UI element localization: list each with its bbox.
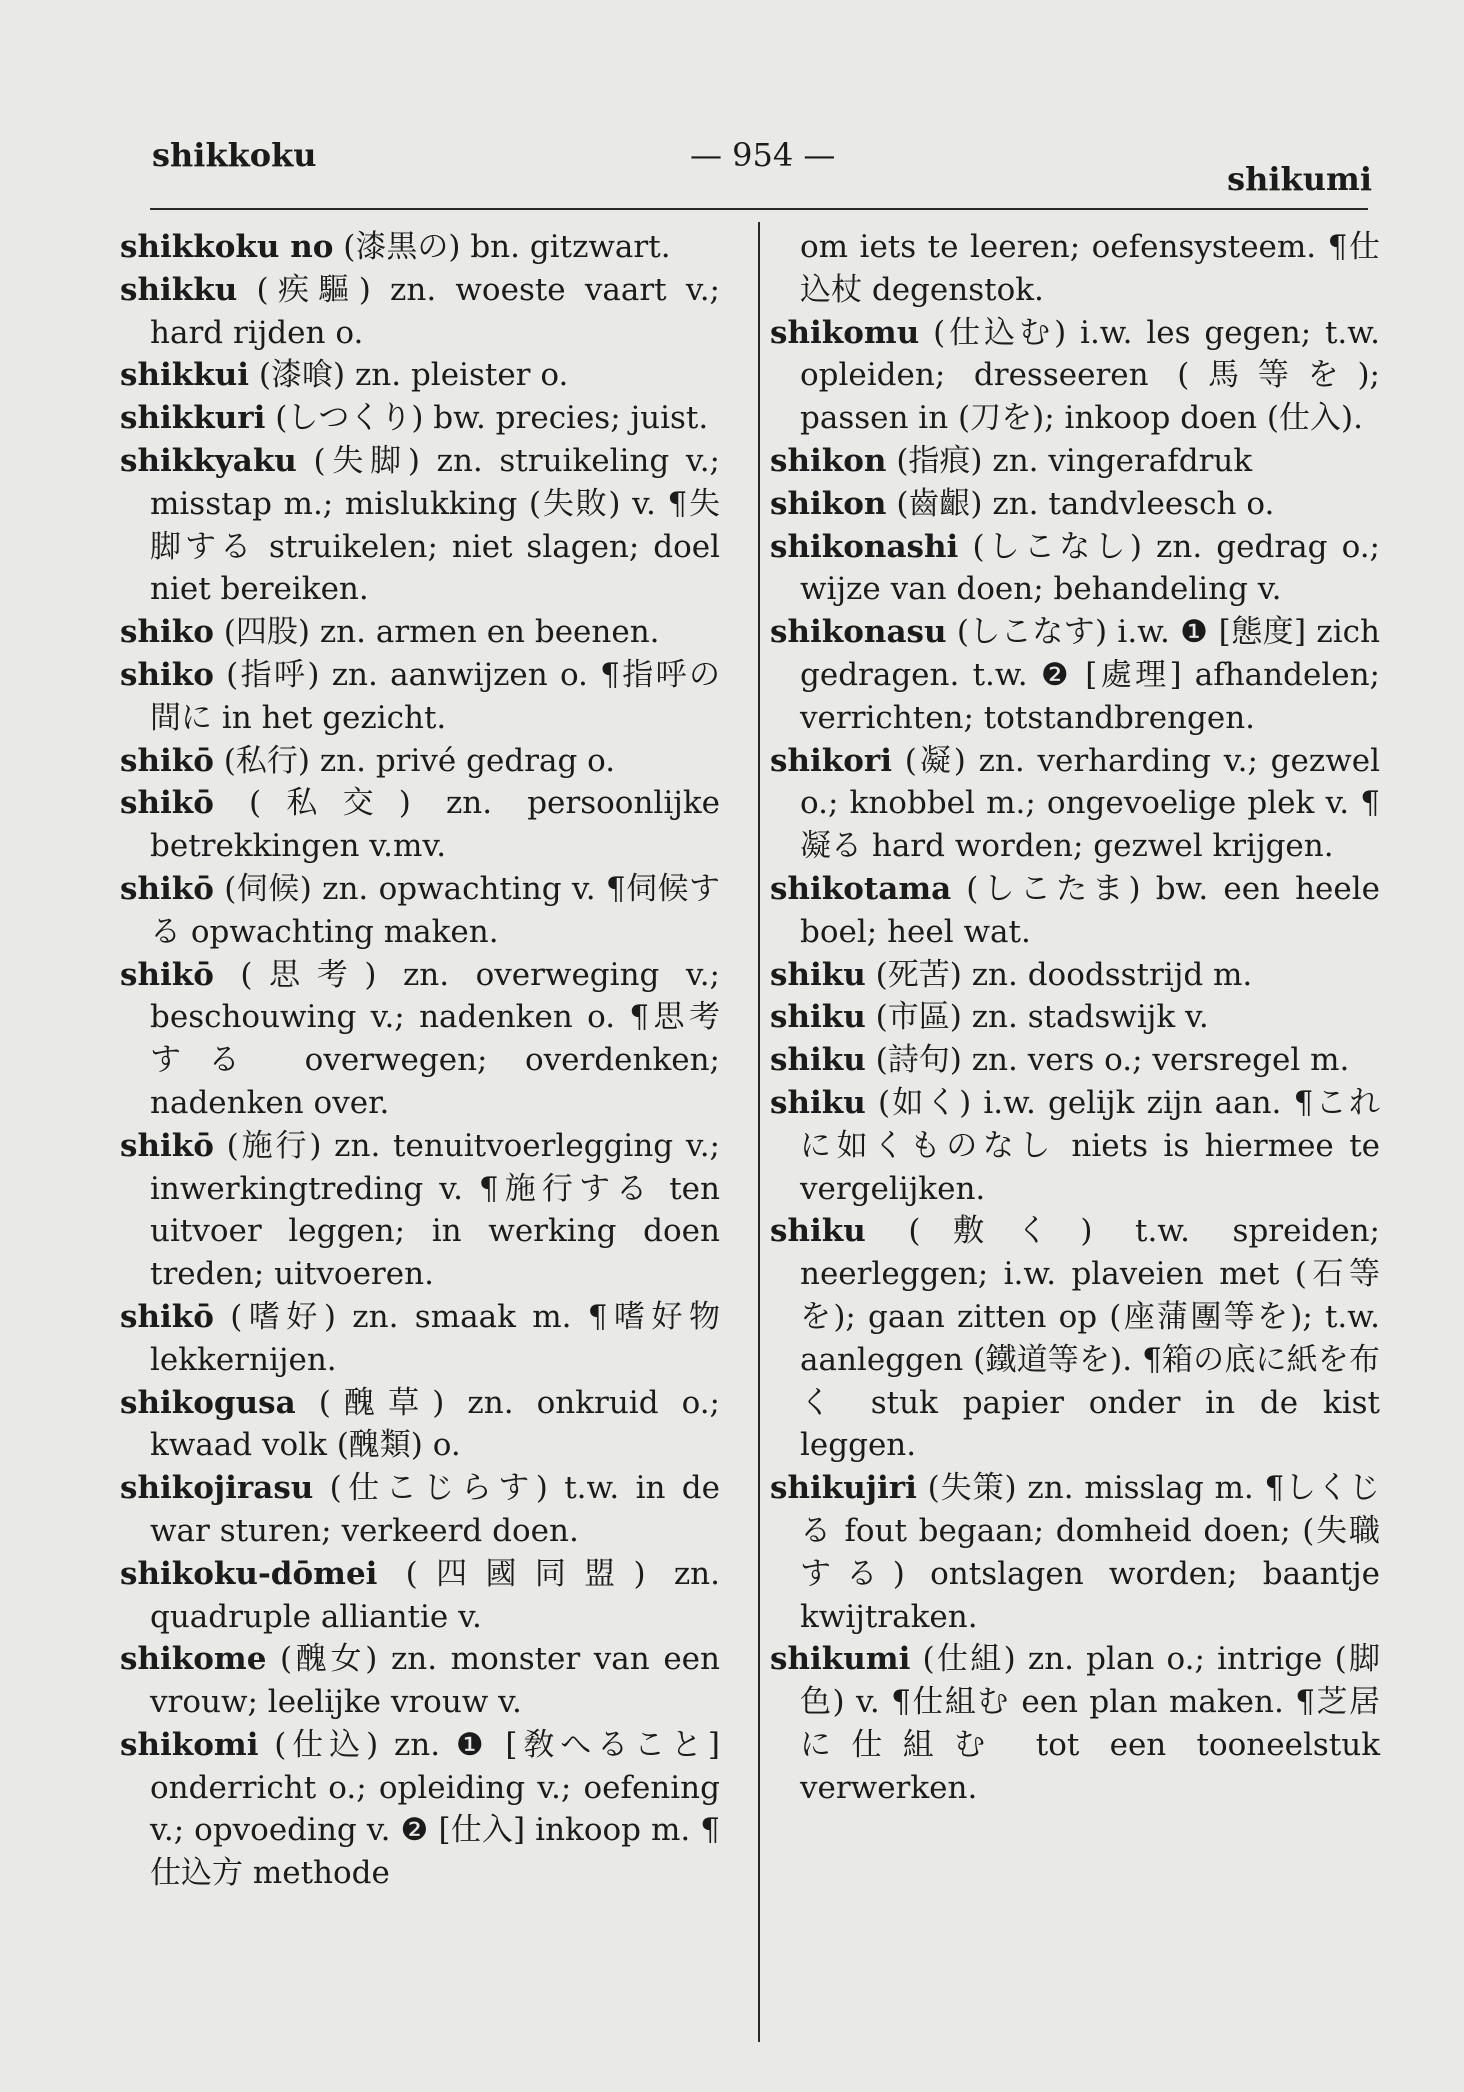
headword: shiku (770, 1213, 866, 1250)
headword: shikkyaku (120, 442, 297, 479)
definition: (齒齦) zn. tandvleesch o. (886, 485, 1275, 522)
dictionary-entry (120, 1296, 720, 1382)
headword: shikogusa (120, 1384, 296, 1421)
dictionary-entry (120, 740, 720, 783)
dictionary-entry (120, 226, 720, 269)
definition: (仕込) zn. ❶ [敎へること] onderricht o.; opleiding v.; oefening v.; opvoeding v. ❷ [仕入] inkoop m. ¶仕込方 methode (150, 1726, 720, 1892)
headword: shikonasu (770, 614, 947, 651)
headword: shikon (770, 485, 887, 522)
headword: shikku (120, 271, 238, 308)
definition: (醜女) zn. monster van een vrouw; leelijke vrouw v. (150, 1641, 720, 1721)
definition: (嗜好) zn. smaak m. ¶嗜好物 lekkernijen. (150, 1298, 720, 1378)
dictionary-entry (770, 1467, 1380, 1638)
definition: (死苦) zn. doodsstrijd m. (865, 956, 1253, 993)
headword: shikō (120, 870, 214, 907)
dictionary-entry (120, 1553, 720, 1639)
definition: (仕込む) i.w. les gegen; t.w. opleiden; dresseeren (馬等を); passen in (刀を); inkoop doen (仕入). (800, 314, 1380, 437)
dictionary-entry (770, 611, 1380, 739)
dictionary-entry (120, 269, 720, 355)
definition: (漆黒の) bn. gitzwart. (333, 229, 671, 265)
dictionary-entry (770, 1638, 1380, 1809)
definition: (指呼) zn. aanwijzen o. ¶指呼の間に in het gezicht. (150, 656, 720, 736)
definition: (凝) zn. verharding v.; gezwel o.; knobbel m.; ongevoelige plek v. ¶凝る hard worden; gezwel krijgen. (800, 742, 1380, 865)
definition: (しこたま) bw. een heele boel; heel wat. (800, 870, 1380, 950)
headword: shikonashi (770, 528, 959, 565)
headword: shikori (770, 742, 893, 779)
definition: (しこなす) i.w. ❶ [態度] zich gedragen. t.w. ❷ [處理] afhandelen; verrichten; totstandbrengen. (800, 614, 1380, 736)
right-column (770, 226, 1380, 1809)
headword: shikoku-dōmei (120, 1555, 378, 1592)
definition: (漆喰) zn. pleister o. (249, 357, 569, 394)
dictionary-entry (120, 1125, 720, 1296)
definition: (市區) zn. stadswijk v. (865, 999, 1209, 1036)
page-number: — 954 — (690, 136, 836, 174)
definition: (施行) zn. tenuitvoerlegging v.; inwerkingtreding v. ¶施行する ten uitvoer leggen; in werking doen treden; uitvoeren. (150, 1127, 720, 1293)
headword: shikkui (120, 357, 250, 394)
headword: shikkuri (120, 400, 266, 437)
headword: shikō (120, 785, 214, 822)
dictionary-entry (120, 654, 720, 740)
headword: shikojirasu (120, 1470, 314, 1507)
headword: shiko (120, 614, 214, 651)
dictionary-entry (770, 483, 1380, 526)
headword: shiku (770, 999, 866, 1036)
definition: (指痕) zn. vingerafdruk (886, 442, 1253, 479)
definition: (しこなし) zn. gedrag o.; wijze van doen; behandeling v. (800, 528, 1380, 608)
dictionary-entry (120, 1724, 720, 1895)
headword: shikomi (120, 1726, 259, 1763)
definition: (仕組) zn. plan o.; intrige (脚色) v. ¶仕組む een plan maken. ¶芝居に仕組む tot een tooneelstuk verwerken. (800, 1641, 1380, 1806)
definition: (思考) zn. overweging v.; beschouwing v.; nadenken o. ¶思考する overwegen; overdenken; nadenken over. (150, 956, 720, 1121)
dictionary-entry (120, 1467, 720, 1553)
headword: shiku (770, 1084, 866, 1121)
dictionary-entry (120, 954, 720, 1125)
definition: (四股) zn. armen en beenen. (213, 614, 660, 651)
definition: (如く) i.w. gelijk zijn aan. ¶これに如くものなし niets is hiermee te vergelijken. (800, 1084, 1380, 1207)
headword: shikujiri (770, 1470, 917, 1507)
definition: (しつくり) bw. precies; juist. (265, 400, 709, 437)
headword: shikō (120, 742, 214, 779)
headword: shikō (120, 1127, 214, 1164)
definition: (失脚) zn. struikeling v.; misstap m.; mislukking (失敗) v. ¶失脚する struikelen; niet slagen; doel niet bereiken. (150, 442, 720, 608)
dictionary-entry (120, 397, 720, 440)
dictionary-entry (120, 440, 720, 611)
dictionary-entry (770, 868, 1380, 954)
dictionary-entry (120, 868, 720, 954)
header-rule (150, 208, 1368, 210)
headword: shikome (120, 1641, 267, 1678)
definition: (失策) zn. misslag m. ¶しくじる fout begaan; domheid doen; (失職する) ontslagen worden; baantje kwijtraken. (800, 1470, 1380, 1635)
definition: (疾驅) zn. woeste vaart v.; hard rijden o. (150, 271, 720, 351)
headword: shikkoku no (120, 229, 334, 265)
dictionary-entry (770, 1082, 1380, 1210)
headword: shikō (120, 1298, 214, 1335)
dictionary-entry (770, 740, 1380, 868)
definition: (私交) zn. persoonlijke betrekkingen v.mv. (150, 785, 720, 865)
dictionary-entry (770, 440, 1380, 483)
headword: shiku (770, 1042, 866, 1079)
definition: (敷く) t.w. spreiden; neerleggen; i.w. plaveien met (石等を); gaan zitten op (座蒲團等を); t.w. aanleggen (鐵道等を). ¶箱の底に紙を布く stuk papier onder in de kist leggen. (800, 1213, 1380, 1464)
dictionary-entry (120, 611, 720, 654)
headword: shiku (770, 956, 866, 993)
definition: (醜草) zn. onkruid o.; kwaad volk (醜類) o. (150, 1384, 720, 1464)
headword: shikon (770, 442, 887, 479)
dictionary-entry (120, 1382, 720, 1468)
headword: shiko (120, 656, 214, 693)
entry-continuation: om iets te leeren; oefensysteem. ¶仕込杖 degenstok. (800, 229, 1380, 308)
definition: (詩句) zn. vers o.; versregel m. (865, 1042, 1350, 1079)
headword: shikō (120, 956, 214, 993)
dictionary-entry (770, 996, 1380, 1039)
dictionary-entry (770, 312, 1380, 440)
dictionary-entry (770, 954, 1380, 997)
dictionary-entry (770, 1039, 1380, 1082)
headword: shikotama (770, 870, 952, 907)
dictionary-entry (120, 1638, 720, 1724)
definition: (仕こじらす) t.w. in de war sturen; verkeerd doen. (150, 1470, 720, 1549)
headword: shikumi (770, 1641, 911, 1678)
headword: shikomu (770, 314, 920, 351)
guide-word-left: shikkoku (152, 136, 317, 174)
dictionary-entry (120, 782, 720, 868)
dictionary-entry (120, 354, 720, 397)
dictionary-entry (770, 526, 1380, 612)
left-column (120, 226, 720, 1895)
guide-word-right: shikumi (1227, 160, 1372, 198)
definition: (四國同盟) zn. quadruple alliantie v. (150, 1555, 720, 1635)
definition: (伺候) zn. opwachting v. ¶伺候する opwachting maken. (150, 870, 720, 950)
dictionary-entry (770, 1210, 1380, 1467)
column-divider (758, 222, 760, 2042)
definition: (私行) zn. privé gedrag o. (213, 742, 616, 779)
